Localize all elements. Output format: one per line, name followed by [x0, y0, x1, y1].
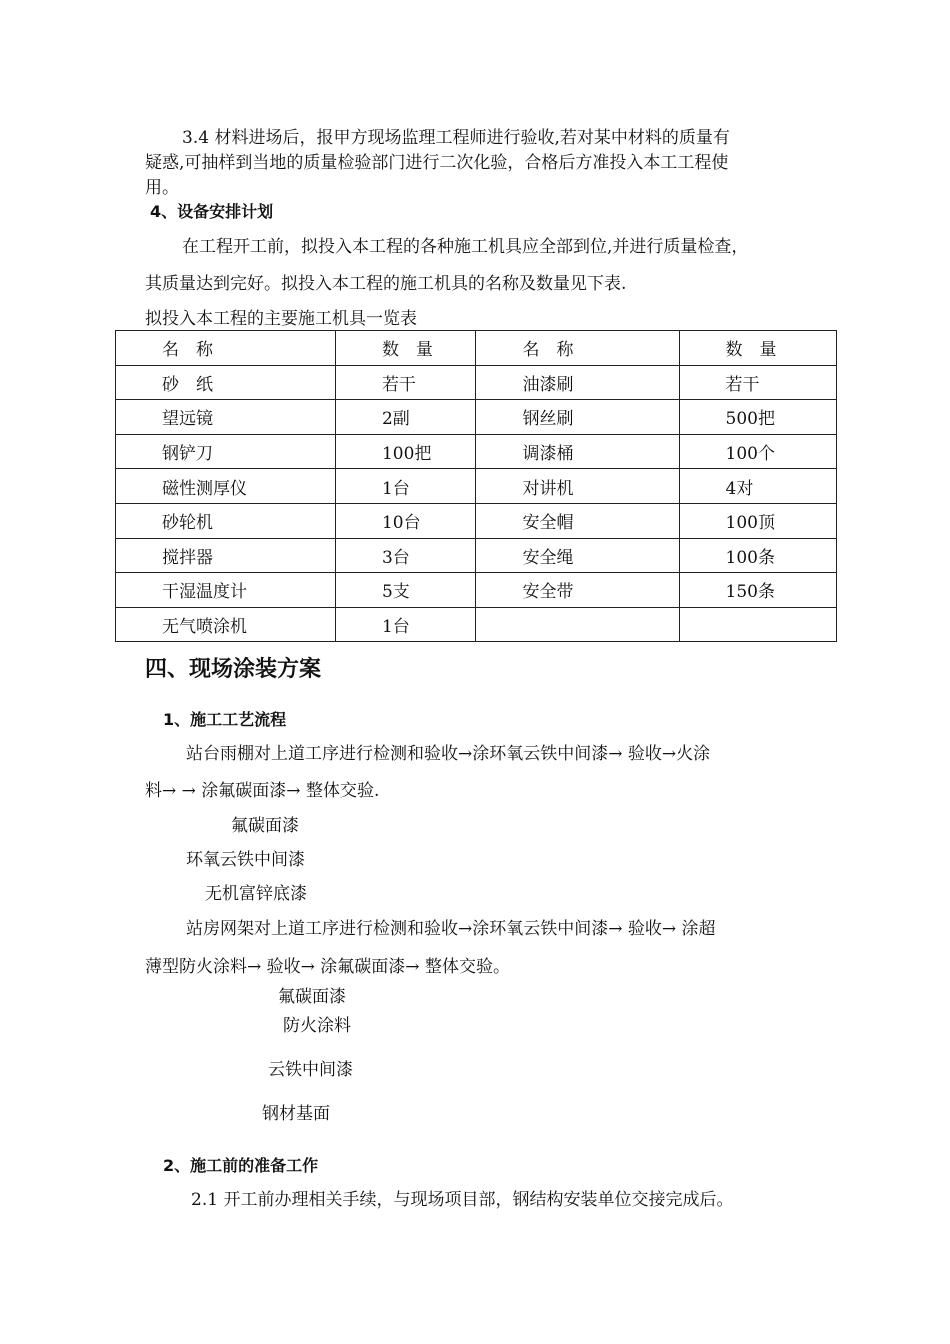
table-row — [116, 538, 837, 573]
para-3-4-line2: 疑惑,可抽样到当地的质量检验部门进行二次化验，合格后方准投入本工工程使 — [145, 153, 729, 173]
table-cell: 4对 — [679, 469, 836, 504]
table-cell: 3台 — [335, 538, 476, 573]
table-cell: 安全绳 — [476, 538, 679, 573]
table-row — [116, 503, 837, 538]
sub2-heading: 2、施工前的准备工作 — [163, 1156, 319, 1175]
header-cell: 数 量 — [679, 331, 836, 366]
header-cell: 名 称 — [476, 331, 679, 366]
table-cell: 钢丝刷 — [476, 400, 679, 435]
table-row — [116, 365, 837, 400]
table-cell: 100顶 — [679, 503, 836, 538]
table-cell: 100条 — [679, 538, 836, 573]
flow1-line2: 料→ → 涂氟碳面漆→ 整体交验. — [145, 781, 380, 801]
table-cell: 150条 — [679, 573, 836, 608]
table-cell: 1台 — [335, 469, 476, 504]
flow2-line1: 站房网架对上道工序进行检测和验收→涂环氧云铁中间漆→ 验收→ 涂超 — [186, 919, 716, 939]
layer1-primer: 无机富锌底漆 — [205, 884, 307, 904]
table-cell: 干湿温度计 — [116, 573, 336, 608]
layer2-steel-base: 钢材基面 — [262, 1104, 330, 1124]
table-cell: 调漆桶 — [476, 434, 679, 469]
layer2-midcoat: 云铁中间漆 — [268, 1060, 353, 1080]
table-cell: 100把 — [335, 434, 476, 469]
flow2-line2: 薄型防火涂料→ 验收→ 涂氟碳面漆→ 整体交验。 — [145, 957, 510, 977]
table-row — [116, 469, 837, 504]
layer1-midcoat: 环氧云铁中间漆 — [186, 850, 305, 870]
table-cell: 砂 纸 — [116, 365, 336, 400]
table-row — [116, 400, 837, 435]
table-cell: 5支 — [335, 573, 476, 608]
table-cell: 无气喷涂机 — [116, 607, 336, 642]
table-caption: 拟投入本工程的主要施工机具一览表 — [145, 309, 417, 329]
table-row — [116, 607, 837, 642]
layer2-topcoat: 氟碳面漆 — [278, 987, 346, 1007]
table-cell: 100个 — [679, 434, 836, 469]
table-row — [116, 573, 837, 608]
table-cell: 若干 — [335, 365, 476, 400]
table-cell — [679, 607, 836, 642]
chapter4-heading: 四、现场涂装方案 — [145, 657, 322, 682]
table-cell: 安全帽 — [476, 503, 679, 538]
para-3-4-line1: 3.4 材料进场后，报甲方现场监理工程师进行验收,若对某中材料的质量有 — [182, 128, 730, 148]
table-cell: 砂轮机 — [116, 503, 336, 538]
table-cell: 2副 — [335, 400, 476, 435]
table-cell: 对讲机 — [476, 469, 679, 504]
section4-heading: 4、设备安排计划 — [150, 202, 274, 221]
section4-para-line1: 在工程开工前，拟投入本工程的各种施工机具应全部到位,并进行质量检查， — [182, 237, 749, 257]
table-cell: 磁性测厚仪 — [116, 469, 336, 504]
sub1-heading: 1、施工工艺流程 — [163, 710, 287, 729]
layer2-fireproof: 防火涂料 — [283, 1016, 351, 1036]
table-cell: 钢铲刀 — [116, 434, 336, 469]
section4-para-line2: 其质量达到完好。拟投入本工程的施工机具的名称及数量见下表. — [145, 274, 627, 294]
table-cell: 安全带 — [476, 573, 679, 608]
table-cell: 1台 — [335, 607, 476, 642]
table-row — [116, 434, 837, 469]
header-cell: 名 称 — [116, 331, 336, 366]
table-cell: 500把 — [679, 400, 836, 435]
layer1-topcoat: 氟碳面漆 — [231, 816, 299, 836]
para-3-4-line3: 用。 — [145, 178, 179, 198]
table-header-row — [116, 331, 837, 366]
table-cell: 望远镜 — [116, 400, 336, 435]
table-cell — [476, 607, 679, 642]
flow1-line1: 站台雨棚对上道工序进行检测和验收→涂环氧云铁中间漆→ 验收→火涂 — [186, 744, 711, 764]
para-2-1: 2.1 开工前办理相关手续，与现场项目部，钢结构安装单位交接完成后。 — [191, 1190, 734, 1210]
table-cell: 10台 — [335, 503, 476, 538]
table-cell: 若干 — [679, 365, 836, 400]
table-cell: 搅拌器 — [116, 538, 336, 573]
table-cell: 油漆刷 — [476, 365, 679, 400]
equipment-table — [115, 330, 837, 642]
header-cell: 数 量 — [335, 331, 476, 366]
